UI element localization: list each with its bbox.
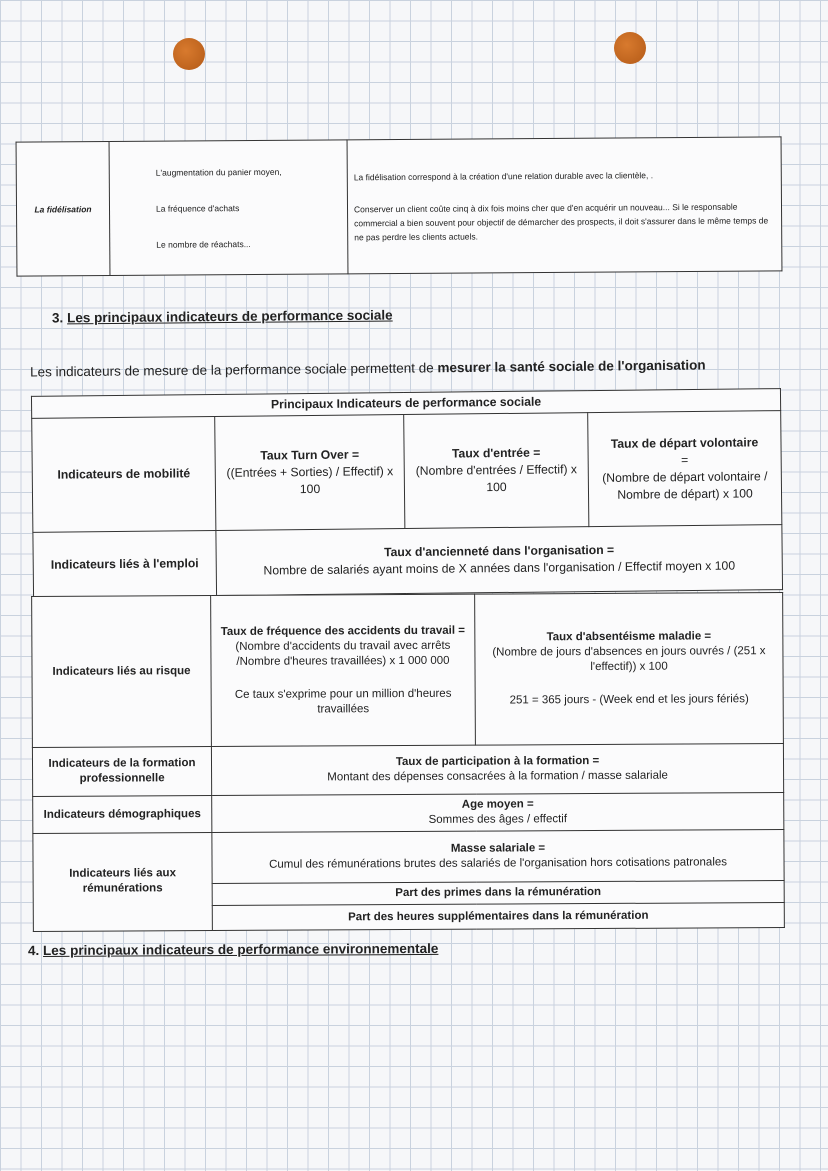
risk-indicators-table: [31, 592, 785, 932]
seniority-cell: Taux d'ancienneté dans l'organisation = Nombre de salariés ayant moins de X années dans l'organisation / Effectif moyen x 100: [216, 525, 783, 596]
bonus-share-cell: Part des primes dans la rémunération: [212, 881, 784, 906]
social-indicators-table: [31, 388, 783, 598]
section-3-title: Les principaux indicateurs de performance sociale: [66, 307, 393, 326]
accident-rate-cell: Taux de fréquence des accidents du travail = (Nombre d'accidents du travail avec arrêts /Nombre d'heures travaillées) x 1 000 000 Ce taux s'exprime pour un million d'heures travaillées: [211, 594, 476, 747]
overtime-share-cell: Part des heures supplémentaires dans la rémunération: [212, 903, 784, 931]
absenteeism-cell: Taux d'absentéisme maladie = (Nombre de jours d'absences en jours ouvrés / (251 x l'effectif)) x 100 251 = 365 jours - (Week end et les jours fériés): [475, 593, 784, 746]
binder-hole-right: [614, 32, 646, 64]
age-cell: Age moyen = Sommes des âges / effectif: [212, 793, 784, 833]
training-cell: Taux de participation à la formation = Montant des dépenses consacrées à la formation / masse salariale: [211, 744, 783, 796]
training-label: Indicateurs de la formation professionnelle: [32, 747, 211, 797]
section-4-heading: 4. Les principaux indicateurs de performance environnementale: [27, 940, 439, 959]
fidelisation-description: [347, 137, 782, 274]
payroll-cell: Masse salariale = Cumul des rémunérations brutes des salariés de l'organisation hors cotisations patronales: [212, 829, 784, 883]
turnover-cell: Taux Turn Over = ((Entrées + Sorties) / Effectif) x 100: [215, 414, 405, 531]
fidelisation-text-2: Conserver un client coûte cinq à dix fois moins cher que d'en acquérir un nouveau... Si le responsable commercial a bien souvent pour objectif de démarcher des prospects, il doit s'assurer dans le même temps de ne pas perdre les clients actuels.: [353, 201, 769, 242]
employment-label: Indicateurs liés à l'emploi: [33, 531, 217, 598]
mobility-label: Indicateurs de mobilité: [32, 416, 216, 532]
risk-label: Indicateurs liés au risque: [32, 596, 212, 748]
list-item: La fréquence d'achats: [155, 202, 240, 214]
fidelisation-table: [16, 136, 783, 276]
list-item: L'augmentation du panier moyen,: [155, 166, 282, 178]
fidelisation-items: [109, 140, 348, 276]
demographic-label: Indicateurs démographiques: [33, 796, 212, 834]
table-header: Principaux Indicateurs de performance sociale: [31, 389, 780, 419]
fidelisation-label: La fidélisation: [16, 142, 110, 277]
section-3-heading: 3. Les principaux indicateurs de performance sociale: [51, 307, 393, 326]
section-4-title: Les principaux indicateurs de performance environnementale: [42, 940, 439, 958]
fidelisation-text-1: La fidélisation correspond à la création d'une relation durable avec la clientèle, .: [353, 169, 654, 182]
list-item: Le nombre de réachats...: [156, 238, 251, 250]
intro-paragraph: Les indicateurs de mesure de la performance sociale permettent de mesurer la santé sociale de l'organisation: [29, 357, 706, 380]
intro-bold: mesurer la santé sociale de l'organisation: [437, 357, 706, 376]
binder-hole-left: [173, 38, 205, 70]
remuneration-label: Indicateurs liés aux rémunérations: [33, 832, 213, 931]
voluntary-departure-cell: Taux de départ volontaire = (Nombre de départ volontaire / Nombre de départ) x 100: [588, 410, 782, 527]
entry-rate-cell: Taux d'entrée = (Nombre d'entrées / Effectif) x 100: [404, 412, 589, 528]
